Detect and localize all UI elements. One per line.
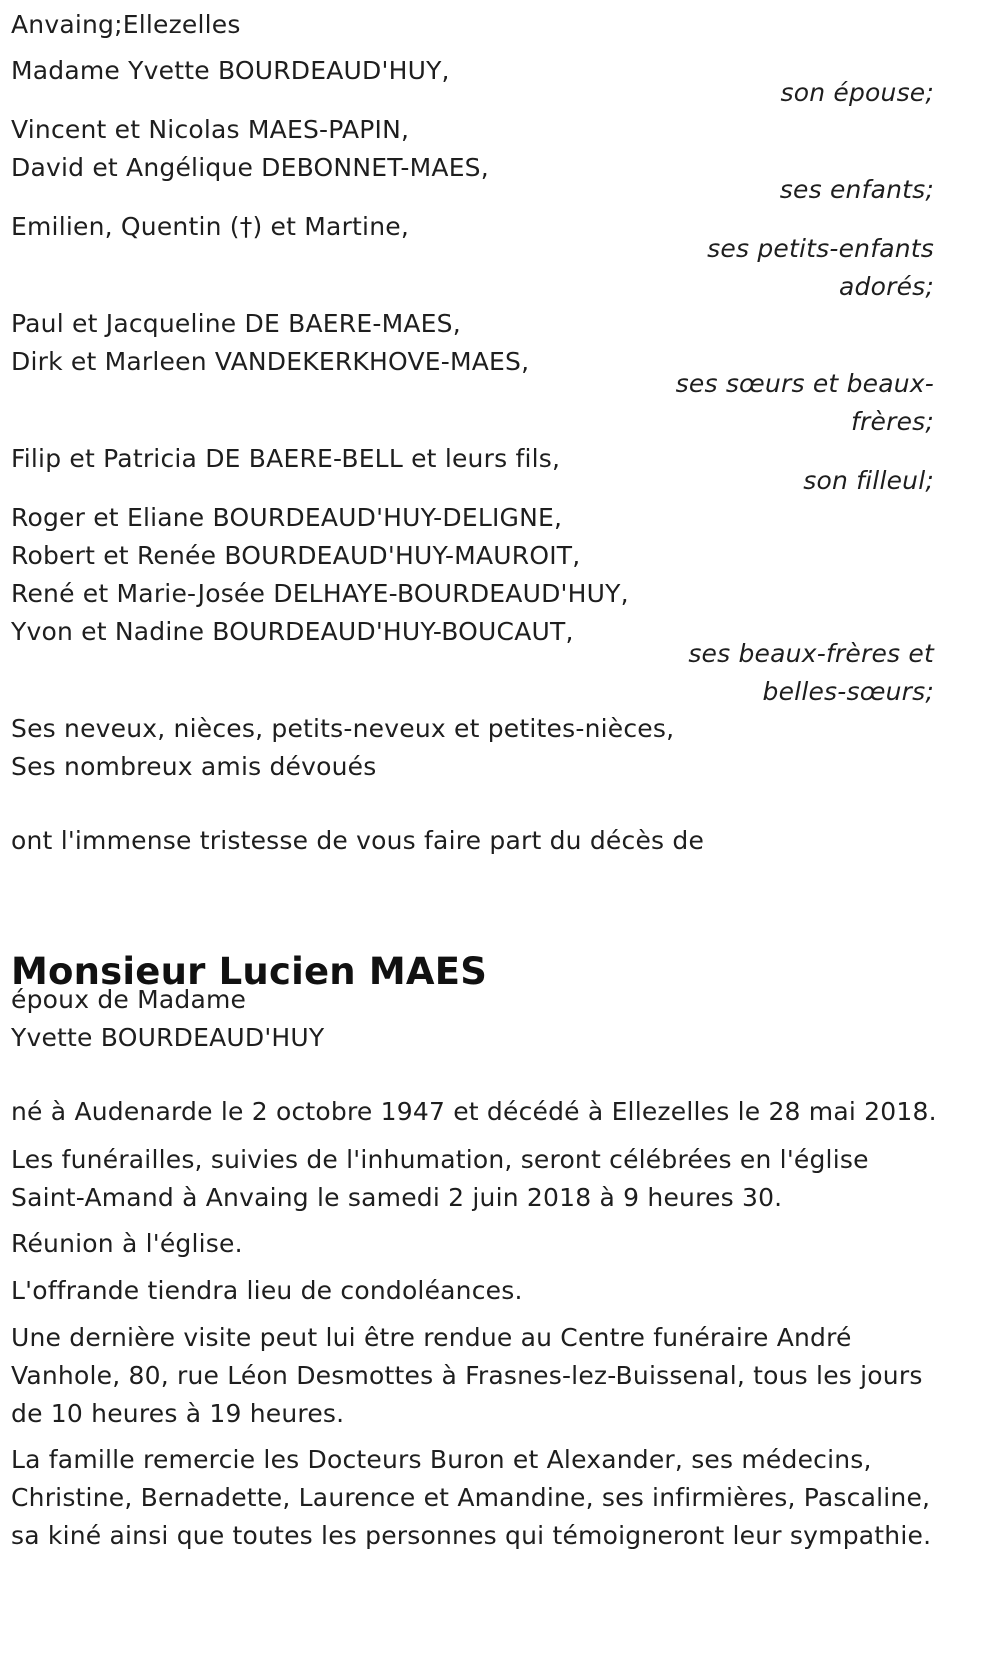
birth-death-paragraph (11, 1093, 986, 1131)
family-relation: ses enfants; (779, 175, 934, 204)
family-relation: belles-sœurs; (762, 677, 934, 706)
visit-paragraph (11, 1319, 986, 1433)
announcement-text: ont l'immense tristesse de vous faire part du décès de (11, 826, 705, 855)
paragraph-line: de 10 heures à 19 heures. (11, 1399, 345, 1428)
paragraph-line: Une dernière visite peut lui être rendue au Centre funéraire André (11, 1323, 852, 1352)
paragraph-line: Les funérailles, suivies de l'inhumation, seront célébrées en l'église (11, 1145, 869, 1174)
family-relation: frères; (851, 407, 934, 436)
deceased-name: Monsieur Lucien MAES (11, 950, 488, 993)
spouse-line: Yvette BOURDEAUD'HUY (11, 1023, 325, 1052)
family-relation: son filleul; (803, 466, 934, 495)
meeting-paragraph (11, 1225, 986, 1263)
paragraph-line: Réunion à l'église. (11, 1229, 243, 1258)
paragraph-line: La famille remercie les Docteurs Buron et Alexander, ses médecins, (11, 1445, 872, 1474)
paragraph-line: né à Audenarde le 2 octobre 1947 et décédé à Ellezelles le 28 mai 2018. (11, 1097, 937, 1126)
family-relation: ses sœurs et beaux- (675, 369, 934, 398)
extended-family-line: Ses neveux, nièces, petits-neveux et petites-nièces, (11, 714, 675, 743)
paragraph-line: Vanhole, 80, rue Léon Desmottes à Frasnes-lez-Buissenal, tous les jours (11, 1361, 923, 1390)
paragraph-line: L'offrande tiendra lieu de condoléances. (11, 1276, 523, 1305)
family-name-line: Emilien, Quentin (†) et Martine, (11, 212, 409, 241)
family-name-line: Yvon et Nadine BOURDEAUD'HUY-BOUCAUT, (11, 617, 574, 646)
family-name-line: René et Marie-Josée DELHAYE-BOURDEAUD'HUY, (11, 579, 629, 608)
family-name-line: Robert et Renée BOURDEAUD'HUY-MAUROIT, (11, 541, 581, 570)
family-name-line: Roger et Eliane BOURDEAUD'HUY-DELIGNE, (11, 503, 563, 532)
thanks-paragraph (11, 1441, 986, 1555)
family-relation: ses petits-enfants (707, 234, 934, 263)
paragraph-line: Saint-Amand à Anvaing le samedi 2 juin 2018 à 9 heures 30. (11, 1183, 783, 1212)
paragraph-line: sa kiné ainsi que toutes les personnes qui témoigneront leur sympathie. (11, 1521, 932, 1550)
extended-family-line: Ses nombreux amis dévoués (11, 752, 377, 781)
location-header: Anvaing;Ellezelles (11, 10, 241, 39)
family-name-line: Madame Yvette BOURDEAUD'HUY, (11, 56, 450, 85)
spouse-line: époux de Madame (11, 985, 247, 1014)
family-name-line: Paul et Jacqueline DE BAERE-MAES, (11, 309, 461, 338)
family-name-line: Filip et Patricia DE BAERE-BELL et leurs fils, (11, 444, 561, 473)
family-name-line: Dirk et Marleen VANDEKERKHOVE-MAES, (11, 347, 530, 376)
family-relation: ses beaux-frères et (688, 639, 934, 668)
family-relation: adorés; (839, 272, 934, 301)
offering-paragraph (11, 1272, 986, 1310)
funeral-paragraph (11, 1141, 986, 1217)
paragraph-line: Christine, Bernadette, Laurence et Amandine, ses infirmières, Pascaline, (11, 1483, 931, 1512)
family-name-line: David et Angélique DEBONNET-MAES, (11, 153, 489, 182)
family-relation: son épouse; (780, 78, 934, 107)
family-name-line: Vincent et Nicolas MAES-PAPIN, (11, 115, 410, 144)
